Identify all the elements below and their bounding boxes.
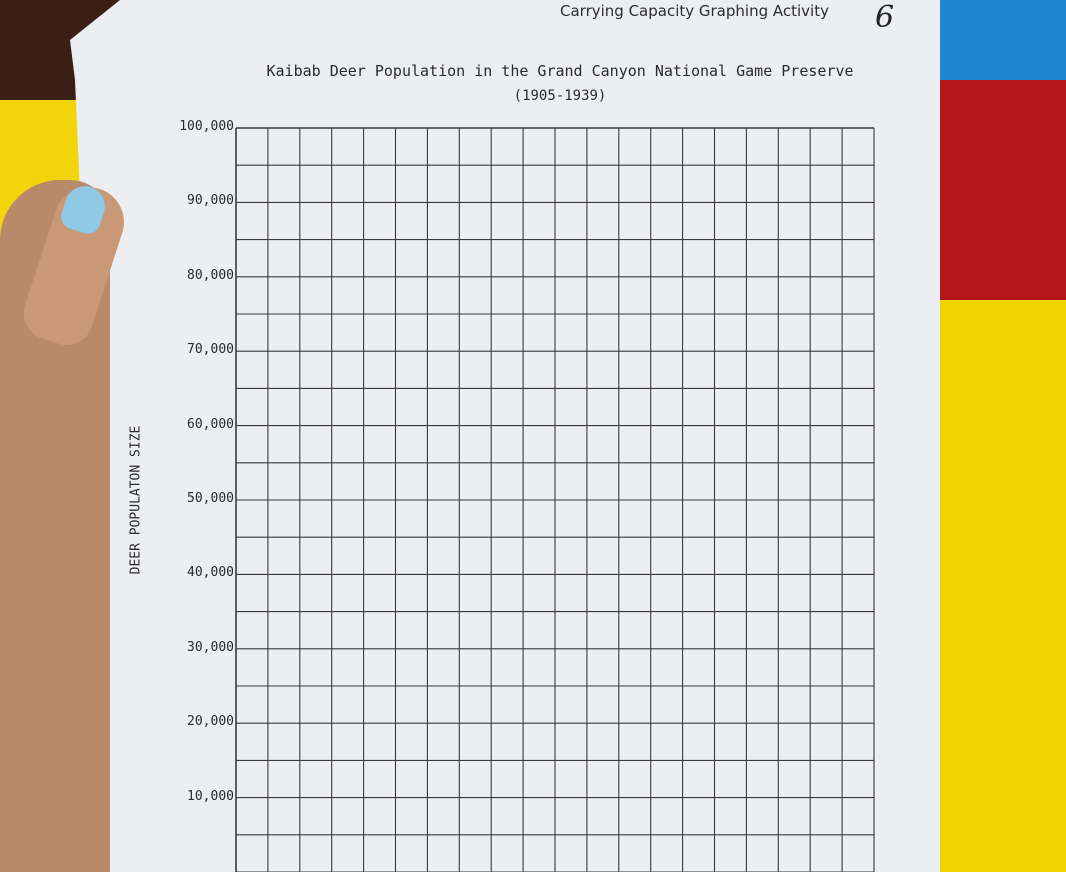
- handout-title: Carrying Capacity Graphing Activity: [560, 2, 829, 20]
- handwritten-mark: 6: [875, 0, 895, 35]
- chart-subtitle: (1905-1939): [513, 88, 607, 104]
- chart-title: Kaibab Deer Population in the Grand Canyon National Game Preserve: [266, 62, 854, 80]
- y-axis-label-text: DEER POPULATON SIZE: [128, 425, 144, 575]
- y-tick-label: 90,000: [187, 193, 234, 209]
- y-tick-label: 40,000: [187, 565, 234, 581]
- y-tick-label: 70,000: [187, 342, 234, 358]
- y-tick-label: 50,000: [187, 491, 234, 506]
- y-tick-label: 20,000: [187, 714, 234, 730]
- y-tick-label: 100,000: [179, 119, 234, 134]
- y-tick-label: 60,000: [187, 416, 234, 432]
- y-tick-label: 80,000: [187, 267, 234, 283]
- y-tick-label: 30,000: [187, 639, 234, 655]
- y-tick-label: 10,000: [187, 788, 234, 804]
